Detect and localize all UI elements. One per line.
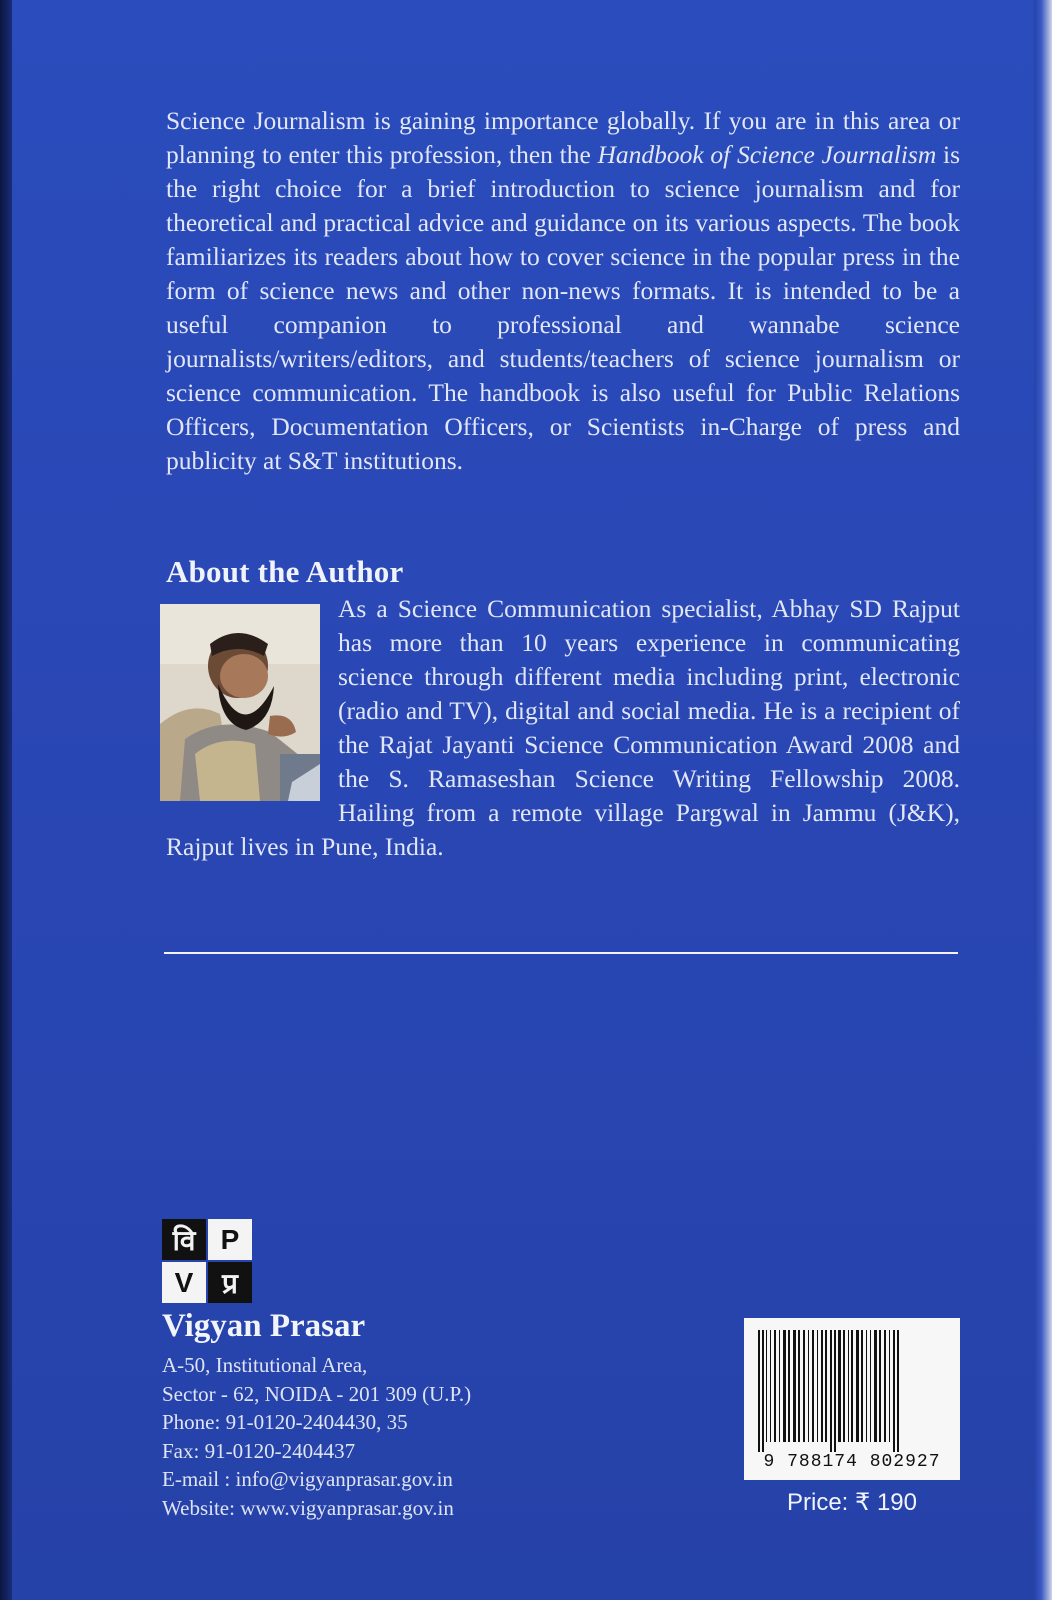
publisher-name: Vigyan Prasar xyxy=(162,1308,366,1344)
logo-cell-bottom-left: V xyxy=(162,1262,206,1303)
barcode-bar xyxy=(774,1330,776,1442)
barcode-bar xyxy=(856,1330,859,1442)
book-title: Handbook of Science Journalism xyxy=(597,140,937,169)
about-author-heading: About the Author xyxy=(166,554,404,589)
isbn-digits: 9 788174 802927 xyxy=(763,1452,941,1472)
barcode-bar xyxy=(783,1330,786,1442)
barcode-bar xyxy=(817,1330,818,1442)
email-line: E-mail : info@vigyanprasar.gov.in xyxy=(162,1467,453,1492)
fax-line: Fax: 91-0120-2404437 xyxy=(162,1438,356,1463)
author-bio-text: As a Science Communication specialist, Abhay SD Rajput has more than 10 years experience in communicating science through different media including print, electronic (radio and TV), digital and social media. He is a recipient of the Rajat Jayanti Science Communication Award 2008 and the S. Ramaseshan Science Writing Fellowship 2008. Hailing from a remote village Pargwal in Jammu (J&K), Rajput lives in Pune, India. xyxy=(166,594,960,861)
barcode-bar xyxy=(766,1330,767,1442)
barcode-bar xyxy=(843,1330,845,1442)
barcode-bar xyxy=(762,1330,764,1452)
isbn-barcode xyxy=(744,1318,960,1480)
barcode-bar xyxy=(893,1330,895,1452)
logo-cell-top-left: वि xyxy=(162,1219,206,1260)
barcode-bar xyxy=(838,1330,841,1442)
barcode-bar xyxy=(851,1330,853,1442)
publisher-address xyxy=(162,1351,471,1523)
address-line: Sector - 62, NOIDA - 201 309 (U.P.) xyxy=(162,1381,472,1406)
author-bio xyxy=(166,592,960,864)
blurb-part-1: Science Journalism is gaining importance globally. If you are in this area or planning to enter this profession, then the xyxy=(166,106,960,169)
barcode-bar xyxy=(870,1330,871,1442)
barcode-bar xyxy=(834,1330,836,1452)
blurb-part-2: is the right choice for a brief introduction to science journalism and for theoretical and practical advice and guidance on its various aspects. The book familiarizes its readers about how to cover science in the popular press in the form of science news and other non-news formats. It is intended to be a useful companion to professional and wannabe science journalists/writers/editors, and students/teachers of science journalism or science communication. The handbook is also useful for Public Relations Officers, Documentation Officers, or Scientists in-Charge of press and publicity at S&T institutions. xyxy=(166,140,960,475)
barcode-bar xyxy=(874,1330,877,1442)
barcode-bar xyxy=(861,1330,863,1442)
address-line: A-50, Institutional Area, xyxy=(162,1353,368,1377)
barcode-bar xyxy=(808,1330,809,1442)
barcode-bar xyxy=(798,1330,800,1442)
barcode-bar xyxy=(821,1330,823,1442)
barcode-bar xyxy=(770,1330,771,1442)
barcode-bar xyxy=(812,1330,814,1442)
barcode-bar xyxy=(788,1330,790,1442)
publisher-logo xyxy=(162,1219,252,1303)
divider-line xyxy=(164,952,958,954)
barcode-bar xyxy=(803,1330,805,1442)
barcode-bars xyxy=(744,1318,960,1452)
book-blurb xyxy=(166,104,960,478)
photo-spacer xyxy=(166,592,338,816)
barcode-bar xyxy=(793,1330,796,1442)
barcode-bar xyxy=(848,1330,849,1442)
barcode-bar xyxy=(889,1330,890,1442)
logo-cell-bottom-right: प्र xyxy=(208,1262,252,1303)
price-label: Price: ₹ 190 xyxy=(787,1489,917,1516)
website-line: Website: www.vigyanprasar.gov.in xyxy=(162,1495,454,1520)
barcode-bar xyxy=(866,1330,867,1442)
barcode-bar xyxy=(758,1330,760,1452)
phone-line: Phone: 91-0120-2404430, 35 xyxy=(162,1410,408,1435)
barcode-bar xyxy=(897,1330,899,1452)
barcode-bar xyxy=(825,1330,827,1442)
logo-cell-top-right: P xyxy=(208,1219,252,1260)
barcode-bar xyxy=(779,1330,780,1442)
barcode-bar xyxy=(884,1330,886,1442)
barcode-bar xyxy=(830,1330,832,1452)
barcode-bar xyxy=(879,1330,881,1442)
